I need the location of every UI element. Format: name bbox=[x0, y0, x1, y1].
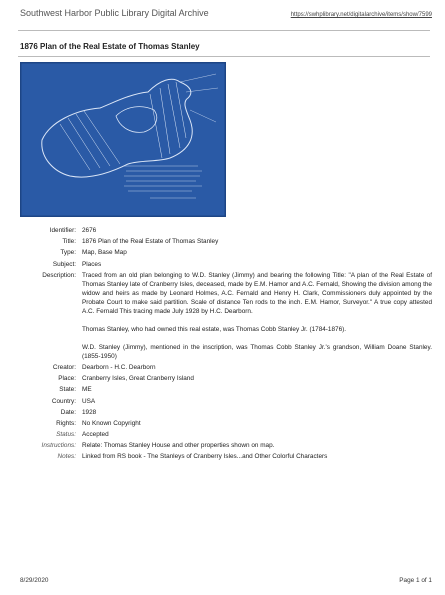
meta-label: Date: bbox=[60, 408, 76, 416]
meta-label: Creator: bbox=[52, 363, 76, 371]
meta-value: No Known Copyright bbox=[82, 419, 141, 427]
meta-row-status bbox=[20, 430, 432, 439]
meta-value: Places bbox=[82, 260, 102, 268]
meta-value: Map, Base Map bbox=[82, 249, 127, 257]
meta-row-state bbox=[20, 385, 432, 394]
meta-label: Instructions: bbox=[41, 442, 76, 450]
meta-label: Place: bbox=[58, 375, 76, 383]
description-paragraph: Thomas Stanley, who had owned this real estate, was Thomas Cobb Stanley Jr. (1784-1876). bbox=[82, 325, 347, 333]
meta-row-place bbox=[20, 374, 432, 383]
meta-row-rights bbox=[20, 419, 432, 428]
title-divider bbox=[18, 56, 430, 57]
meta-label: Type: bbox=[60, 249, 76, 257]
print-date: 8/29/2020 bbox=[20, 577, 49, 584]
meta-value: ME bbox=[82, 386, 92, 394]
item-title: 1876 Plan of the Real Estate of Thomas Stanley bbox=[20, 42, 200, 51]
meta-label: Title: bbox=[62, 238, 76, 246]
meta-row-subject bbox=[20, 260, 432, 269]
meta-row-description bbox=[20, 271, 432, 361]
meta-value: USA bbox=[82, 397, 96, 405]
meta-value: Cranberry Isles, Great Cranberry Island bbox=[82, 375, 194, 383]
meta-label: Notes: bbox=[57, 453, 76, 461]
site-title: Southwest Harbor Public Library Digital Archive bbox=[20, 8, 209, 18]
meta-label: Rights: bbox=[56, 419, 76, 427]
meta-value: 1928 bbox=[82, 408, 97, 416]
meta-label: Identifier: bbox=[49, 227, 76, 234]
meta-row-country bbox=[20, 397, 432, 406]
meta-value: Linked from RS book - The Stanleys of Cranberry Isles...and Other Colorful Characters bbox=[82, 453, 328, 461]
meta-label: Subject: bbox=[52, 260, 76, 268]
meta-row-notes bbox=[20, 452, 432, 461]
meta-label: Status: bbox=[56, 431, 76, 439]
page-header bbox=[20, 8, 432, 22]
meta-row-title bbox=[20, 237, 432, 246]
header-divider bbox=[18, 30, 430, 31]
meta-value: Accepted bbox=[82, 431, 109, 439]
page-footer bbox=[20, 577, 432, 584]
meta-row-instructions bbox=[20, 441, 432, 450]
meta-row-type bbox=[20, 248, 432, 257]
meta-row-date bbox=[20, 408, 432, 417]
metadata-list bbox=[20, 226, 432, 464]
meta-row-identifier bbox=[20, 226, 432, 235]
meta-value: Dearborn - H.C. Dearborn bbox=[82, 363, 156, 371]
page-count: Page 1 of 1 bbox=[399, 577, 432, 584]
meta-value: Relate: Thomas Stanley House and other properties shown on map. bbox=[82, 442, 275, 450]
meta-label: State: bbox=[59, 386, 76, 394]
meta-value: 1876 Plan of the Real Estate of Thomas Stanley bbox=[82, 238, 219, 246]
description-text bbox=[82, 271, 432, 361]
meta-label: Country: bbox=[51, 397, 76, 405]
meta-value: 2676 bbox=[82, 227, 97, 234]
item-url-link[interactable]: https://swhplibrary.net/digitalarchive/items/show/7599 bbox=[290, 12, 432, 18]
meta-row-creator bbox=[20, 363, 432, 372]
blueprint-map-image[interactable] bbox=[20, 62, 226, 217]
description-paragraph: W.D. Stanley (Jimmy), mentioned in the inscription, was Thomas Cobb Stanley Jr.'s grandson, William Doane Stanley.(1855-1950) bbox=[82, 343, 432, 360]
blueprint-map-drawing bbox=[20, 62, 226, 217]
description-paragraph: Traced from an old plan belonging to W.D. Stanley (Jimmy) and bearing the following Title: "A plan of the Real Estate of Thomas Stanley late of Cranberry Isles, deceased, made by E.M. Hamor and A.C. Fernald, Showing the division among the widow and heirs as made by Leonard Holmes, A.C. Fernald and Henry H. Clark, Commissioners duly appointed by the Probate Court to make said partition. Scale of distance Ten rods to the inch. E.M. Hamor, Surveyor." A true copy attested A.C. Fernald This tracing made July 1928 by H.C. Dearborn. bbox=[82, 271, 432, 315]
meta-label: Description: bbox=[42, 271, 76, 279]
